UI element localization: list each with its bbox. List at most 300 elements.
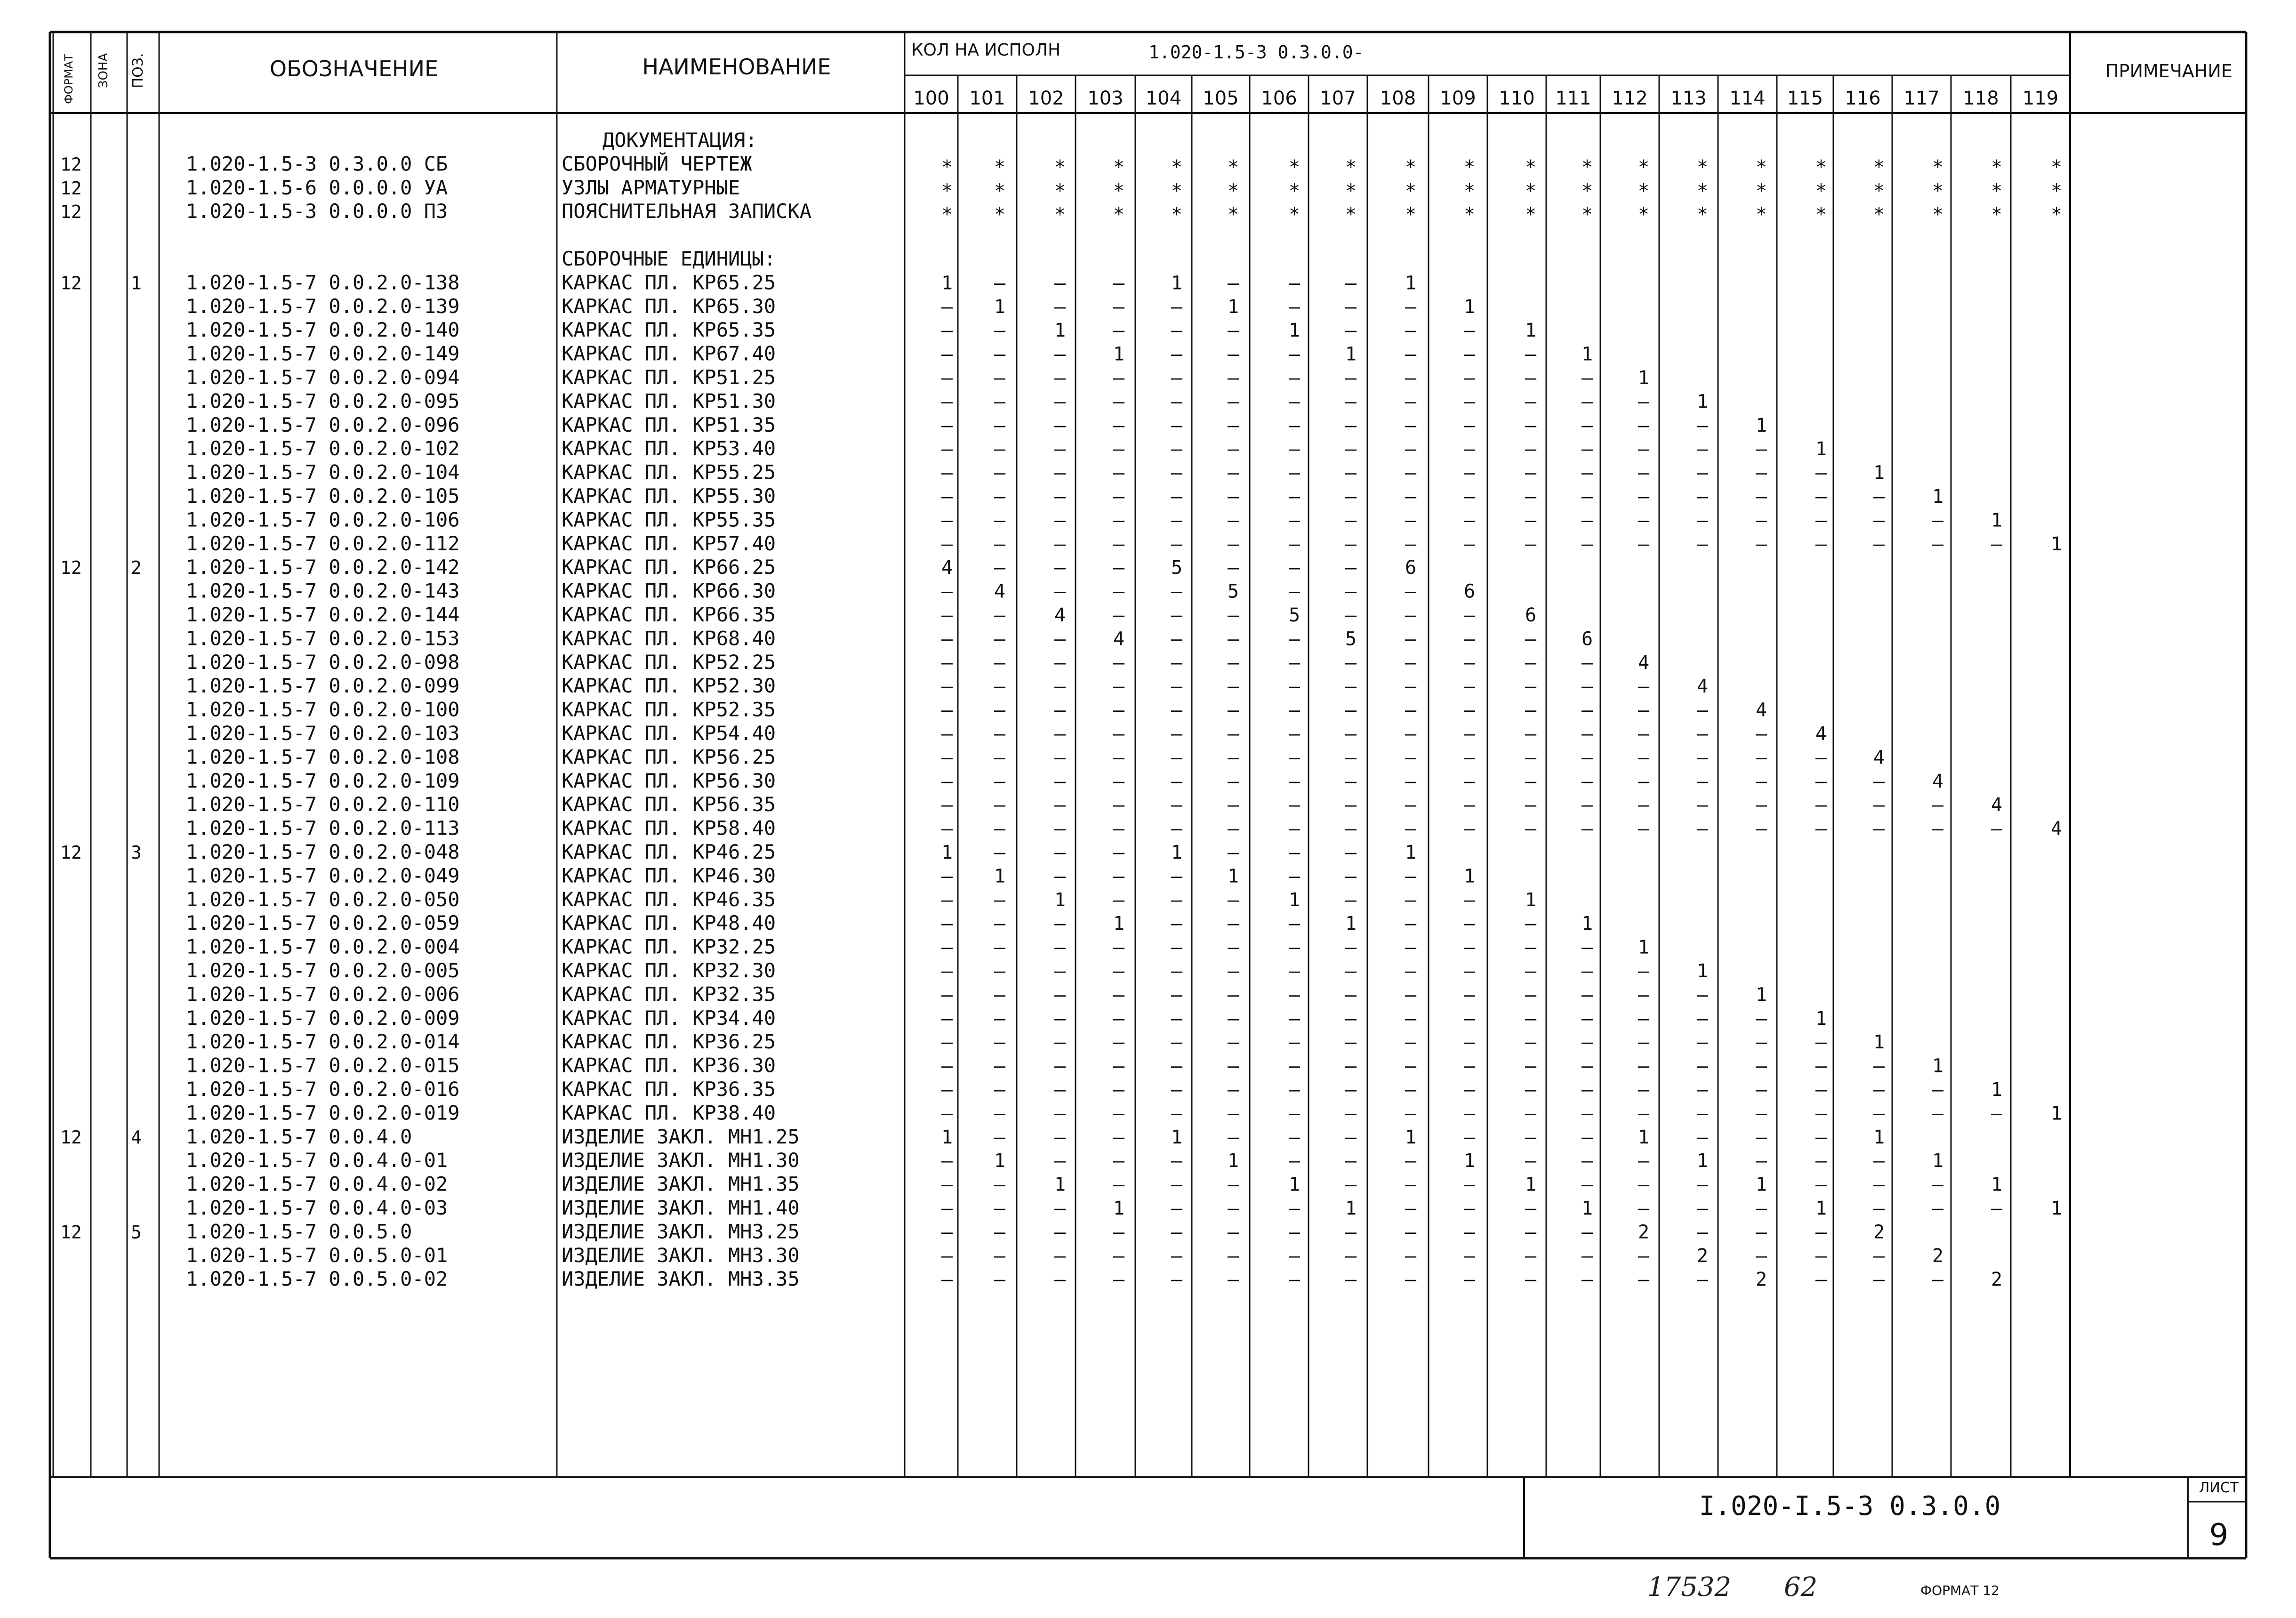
qty-cell: – [1228,1221,1239,1243]
qty-cell: – [1525,343,1537,365]
qty-cell: * [1991,156,2003,178]
qty-cell: – [1054,913,1066,935]
qty-cell: – [1405,414,1417,436]
qty-cell: – [1228,652,1239,674]
qty-cell: – [1228,936,1239,958]
qty-cell: – [1756,486,1767,507]
qty-cell: 1 [1697,1150,1709,1172]
qty-cell: – [1228,1103,1239,1125]
qty-cell: 6 [1582,628,1593,650]
name-cell: ИЗДЕЛИЕ ЗАКЛ. МН1.25 [562,1125,800,1148]
qty-cell: * [941,204,953,226]
format-label: ФОРМАТ 12 [1920,1583,1999,1598]
qty-cell: 1 [1525,320,1537,342]
qty-cell: – [1815,1174,1827,1196]
table-row [186,769,1943,792]
qty-cell: – [1289,391,1301,413]
table-row [186,982,1767,1006]
qty-cell: – [1756,462,1767,484]
qty-cell: 5 [1171,557,1183,579]
qty-cell: – [941,438,953,460]
format-header: ФОРМАТ [62,54,75,104]
table-row [60,152,2062,178]
qty-cell: – [1228,1055,1239,1077]
qty-cell: – [1054,1055,1066,1077]
qty-cell: – [1932,1079,1944,1101]
table-row [562,247,776,270]
qty-cell: 1 [1289,889,1301,911]
qty-cell: – [1171,628,1183,650]
qty-cell: – [1638,1103,1650,1125]
qty-cell: – [1697,1126,1709,1148]
qty-cell: 4 [1815,723,1827,745]
qty-cell: 1 [1638,936,1650,958]
qty-cell: * [1345,156,1357,178]
qty-cell: – [1525,391,1537,413]
qty-cell: – [1756,1007,1767,1030]
qty-cell: – [1289,1007,1301,1030]
qty-cell: – [1464,486,1476,507]
qty-label: КОЛ НА ИСПОЛН [911,40,1061,60]
table-row [186,888,1536,911]
qty-cell: – [1171,320,1183,342]
qty-cell: – [1345,794,1357,816]
qty-cell: – [1405,343,1417,365]
qty-cell: – [1815,509,1827,531]
position-cell: 1 [131,273,142,294]
table-row [60,176,2062,202]
table-row [186,651,1649,674]
qty-cell: – [1756,770,1767,792]
qty-cell: – [1991,818,2003,840]
qty-cell: – [1054,367,1066,389]
variant-header-107: 107 [1320,88,1356,109]
qty-cell: * [1405,180,1417,202]
qty-cell: – [1289,936,1301,958]
table-row [60,555,1416,579]
qty-cell: – [1873,1079,1885,1101]
qty-cell: – [1171,1245,1183,1267]
qty-cell: – [1697,1103,1709,1125]
qty-cell: – [1171,1079,1183,1101]
table-row [186,1173,2002,1196]
qty-cell: – [1228,1198,1239,1219]
qty-cell: – [1405,1245,1417,1267]
qty-cell: – [994,1126,1006,1148]
designation-cell: 1.020-1.5-7 0.0.2.0-004 [186,935,460,958]
table-row [186,793,2002,816]
qty-cell: – [1638,1079,1650,1101]
qty-cell: – [1464,818,1476,840]
qty-cell: – [1171,367,1183,389]
qty-cell: – [1113,1055,1125,1077]
designation-cell: 1.020-1.5-7 0.0.2.0-016 [186,1078,460,1101]
qty-cell: – [1171,913,1183,935]
qty-cell: – [994,272,1006,294]
qty-cell: – [1054,557,1066,579]
qty-cell: – [994,1221,1006,1243]
qty-cell: 4 [1113,628,1125,650]
qty-cell: 4 [1756,699,1767,721]
document-code: I.020-I.5-3 0.3.0.0 [1699,1491,2001,1521]
qty-cell: 1 [1345,913,1357,935]
name-cell: УЗЛЫ АРМАТУРНЫЕ [562,176,740,199]
qty-cell: – [941,1245,953,1267]
qty-cell: – [1638,1174,1650,1196]
qty-cell: – [1228,272,1239,294]
qty-cell: – [1756,794,1767,816]
qty-cell: – [1289,1150,1301,1172]
qty-cell: 1 [1991,509,2003,531]
designation-cell: 1.020-1.5-3 0.3.0.0 СБ [186,152,448,176]
qty-cell: – [1345,842,1357,863]
qty-cell: – [1405,1055,1417,1077]
qty-cell: – [1405,1103,1417,1125]
qty-cell: – [1638,486,1650,507]
qty-cell: – [1171,818,1183,840]
qty-cell: – [1228,1079,1239,1101]
qty-cell: – [941,889,953,911]
qty-cell: – [1582,367,1593,389]
designation-cell: 1.020-1.5-7 0.0.2.0-103 [186,722,460,745]
qty-cell: – [941,652,953,674]
designation-cell: 1.020-1.5-7 0.0.2.0-109 [186,769,460,792]
qty-cell: 1 [1525,1174,1537,1196]
qty-cell: – [994,533,1006,555]
qty-cell: – [1464,676,1476,698]
table-row [60,271,1416,294]
qty-cell: – [994,936,1006,958]
qty-cell: 1 [1405,272,1417,294]
qty-cell: – [1228,391,1239,413]
qty-cell: – [1582,676,1593,698]
qty-cell: * [1228,204,1239,226]
qty-cell: – [1405,1031,1417,1054]
sheet-label: ЛИСТ [2199,1480,2239,1496]
qty-cell: – [1171,960,1183,982]
qty-cell: * [994,156,1006,178]
qty-cell: * [1171,180,1183,202]
qty-cell: – [1113,652,1125,674]
qty-cell: – [1873,1269,1885,1291]
name-cell: СБОРОЧНЫЕ ЕДИНИЦЫ: [562,247,776,270]
qty-cell: * [1345,180,1357,202]
qty-cell: 1 [941,272,953,294]
qty-cell: – [1171,296,1183,318]
qty-cell: – [1873,1103,1885,1125]
qty-cell: – [1464,1221,1476,1243]
qty-cell: – [1345,296,1357,318]
qty-cell: – [1289,438,1301,460]
table-row [186,1267,2002,1290]
qty-cell: – [1171,1174,1183,1196]
qty-cell: – [1582,699,1593,721]
designation-cell: 1.020-1.5-7 0.0.2.0-113 [186,816,460,840]
variant-header-108: 108 [1380,88,1416,109]
qty-cell: – [1171,889,1183,911]
table-row [186,817,2062,840]
qty-cell: – [941,367,953,389]
qty-cell: * [1054,156,1066,178]
qty-cell: – [1345,1245,1357,1267]
qty-cell: 5 [1228,580,1239,603]
qty-cell: 2 [1697,1245,1709,1267]
qty-cell: * [1113,204,1125,226]
qty-cell: – [1525,652,1537,674]
qty-cell: * [1638,180,1650,202]
qty-cell: – [1932,533,1944,555]
qty-cell: – [1054,770,1066,792]
qty-cell: – [1697,1079,1709,1101]
qty-cell: – [1873,1055,1885,1077]
qty-cell: – [1289,486,1301,507]
qty-cell: – [1697,509,1709,531]
qty-cell: – [1815,1221,1827,1243]
qty-cell: – [1289,628,1301,650]
qty-cell: – [1756,818,1767,840]
name-cell: ИЗДЕЛИЕ ЗАКЛ. МН3.35 [562,1267,800,1291]
format-cell: 12 [60,201,82,223]
qty-cell: – [1171,865,1183,887]
name-cell: КАРКАС ПЛ. КР48.40 [562,911,776,935]
qty-cell: – [1345,1007,1357,1030]
qty-cell: – [1054,1221,1066,1243]
qty-cell: – [1638,747,1650,769]
qty-cell: 4 [1638,652,1650,674]
qty-cell: 4 [941,557,953,579]
qty-cell: – [1228,1126,1239,1148]
qty-cell: – [1697,1007,1709,1030]
designation-cell: 1.020-1.5-7 0.0.5.0 [186,1220,412,1243]
qty-cell: – [1464,747,1476,769]
qty-cell: – [1697,699,1709,721]
qty-cell: – [1638,509,1650,531]
qty-cell: – [941,676,953,698]
qty-cell: – [1405,936,1417,958]
qty-cell: * [1991,204,2003,226]
designation-cell: 1.020-1.5-7 0.0.2.0-005 [186,959,460,982]
qty-cell: – [994,438,1006,460]
qty-cell: – [1815,1245,1827,1267]
qty-cell: 1 [1228,865,1239,887]
designation-cell: 1.020-1.5-7 0.0.2.0-059 [186,911,460,935]
qty-cell: – [1345,367,1357,389]
designation-cell: 1.020-1.5-7 0.0.2.0-112 [186,531,460,555]
qty-cell: – [1171,723,1183,745]
qty-cell: – [1228,533,1239,555]
qty-cell: – [1582,438,1593,460]
qty-cell: – [941,794,953,816]
qty-cell: – [1345,533,1357,555]
name-cell: КАРКАС ПЛ. КР32.35 [562,982,776,1006]
name-cell: КАРКАС ПЛ. КР56.25 [562,745,776,769]
qty-cell: – [1697,747,1709,769]
qty-cell: – [1525,367,1537,389]
designation-cell: 1.020-1.5-7 0.0.5.0-02 [186,1267,448,1291]
qty-cell: – [1054,391,1066,413]
qty-cell: – [1405,391,1417,413]
qty-cell: – [1171,1031,1183,1054]
designation-cell: 1.020-1.5-7 0.0.2.0-019 [186,1101,460,1125]
qty-cell: – [1345,1079,1357,1101]
designation-cell: 1.020-1.5-7 0.0.2.0-048 [186,840,460,863]
qty-cell: – [1345,462,1357,484]
qty-cell: – [1171,438,1183,460]
qty-cell: – [1582,1079,1593,1101]
variant-header-102: 102 [1028,88,1064,109]
qty-cell: – [1756,1079,1767,1101]
qty-cell: – [1345,486,1357,507]
qty-cell: – [1756,1198,1767,1219]
qty-cell: 1 [1756,984,1767,1006]
name-cell: ИЗДЕЛИЕ ЗАКЛ. МН3.30 [562,1243,800,1267]
qty-cell: – [1113,296,1125,318]
qty-cell: – [1171,794,1183,816]
table-row [186,1030,1885,1053]
qty-cell: * [1932,156,1944,178]
qty-cell: – [941,1007,953,1030]
qty-cell: – [1345,320,1357,342]
qty-cell: – [1228,414,1239,436]
table-row [60,840,1416,863]
qty-cell: – [1525,1055,1537,1077]
qty-cell: – [1405,367,1417,389]
qty-cell: – [994,1198,1006,1219]
qty-cell: – [1525,533,1537,555]
qty-cell: – [1113,557,1125,579]
designation-cell: 1.020-1.5-7 0.0.2.0-139 [186,294,460,318]
qty-cell: – [1638,438,1650,460]
qty-cell: – [1171,533,1183,555]
qty-cell: – [1525,984,1537,1006]
qty-cell: – [1405,676,1417,698]
qty-cell: – [994,699,1006,721]
qty-cell: – [1289,960,1301,982]
designation-cell: 1.020-1.5-7 0.0.2.0-099 [186,674,460,698]
qty-cell: * [1289,180,1301,202]
qty-code: 1.020-1.5-3 0.3.0.0- [1148,42,1364,63]
qty-cell: – [1697,723,1709,745]
qty-cell: 6 [1525,604,1537,626]
qty-cell: – [1054,1269,1066,1291]
qty-cell: – [1464,1055,1476,1077]
qty-cell: 4 [994,580,1006,603]
qty-cell: – [1991,533,2003,555]
qty-cell: – [994,723,1006,745]
qty-cell: – [1756,723,1767,745]
name-cell: КАРКАС ПЛ. КР52.30 [562,674,776,698]
qty-cell: – [1464,1245,1476,1267]
qty-cell: – [1113,320,1125,342]
qty-cell: – [1582,486,1593,507]
qty-cell: – [1815,1055,1827,1077]
qty-cell: – [1228,889,1239,911]
designation-cell: 1.020-1.5-7 0.0.5.0-01 [186,1243,448,1267]
qty-cell: – [1113,1269,1125,1291]
qty-cell: – [1289,984,1301,1006]
qty-cell: – [941,1198,953,1219]
qty-cell: – [1345,865,1357,887]
qty-cell: – [1228,628,1239,650]
name-cell: КАРКАС ПЛ. КР32.25 [562,935,776,958]
name-cell: КАРКАС ПЛ. КР56.30 [562,769,776,792]
name-cell: КАРКАС ПЛ. КР34.40 [562,1006,776,1030]
qty-cell: 1 [1228,296,1239,318]
qty-cell: * [1405,156,1417,178]
qty-cell: 1 [1054,1174,1066,1196]
qty-cell: – [1289,296,1301,318]
variant-headers [913,88,2058,109]
qty-cell: * [1289,156,1301,178]
qty-cell: – [1873,486,1885,507]
qty-cell: – [1815,486,1827,507]
qty-cell: – [1932,818,1944,840]
qty-cell: – [994,794,1006,816]
name-cell: КАРКАС ПЛ. КР56.35 [562,793,776,816]
qty-cell: – [1345,1126,1357,1148]
designation-cell: 1.020-1.5-7 0.0.2.0-014 [186,1030,460,1054]
table-row [186,1006,1827,1030]
qty-cell: – [1228,699,1239,721]
qty-cell: * [1289,204,1301,226]
qty-cell: – [1289,509,1301,531]
qty-cell: – [1638,723,1650,745]
qty-cell: – [1171,1269,1183,1291]
qty-cell: – [1582,462,1593,484]
qty-cell: * [1991,180,2003,202]
qty-cell: – [994,1031,1006,1054]
qty-cell: – [1289,652,1301,674]
qty-cell: 1 [1873,1126,1885,1148]
qty-cell: * [994,180,1006,202]
qty-cell: – [1054,676,1066,698]
qty-cell: – [941,343,953,365]
qty-cell: – [1345,1031,1357,1054]
designation-cell: 1.020-1.5-7 0.0.4.0 [186,1125,412,1148]
qty-cell: * [1756,204,1767,226]
qty-cell: 1 [994,1150,1006,1172]
qty-cell: – [1405,984,1417,1006]
qty-cell: – [941,913,953,935]
qty-cell: – [1054,652,1066,674]
qty-cell: – [1873,1150,1885,1172]
qty-cell: * [1464,180,1476,202]
qty-cell: – [1113,604,1125,626]
designation-cell: 1.020-1.5-7 0.0.4.0-02 [186,1172,448,1196]
designation-cell: 1.020-1.5-7 0.0.2.0-108 [186,745,460,769]
qty-cell: – [1464,1007,1476,1030]
qty-cell: * [1638,204,1650,226]
name-cell: КАРКАС ПЛ. КР46.35 [562,887,776,911]
qty-cell: – [1171,984,1183,1006]
qty-cell: – [1054,1079,1066,1101]
qty-cell: – [1815,747,1827,769]
name-cell: КАРКАС ПЛ. КР51.30 [562,389,776,413]
table-row [186,603,1536,626]
qty-cell: 1 [1697,391,1709,413]
qty-cell: – [1932,1103,1944,1125]
qty-cell: – [1113,699,1125,721]
qty-cell: 1 [1991,1174,2003,1196]
qty-cell: 1 [1113,913,1125,935]
table-row [186,484,1943,507]
variant-header-117: 117 [1903,88,1940,109]
qty-cell: – [1113,509,1125,531]
designation-cell: 1.020-1.5-7 0.0.2.0-015 [186,1054,460,1077]
qty-cell: 1 [941,842,953,863]
qty-cell: – [1228,1269,1239,1291]
qty-cell: – [1289,1126,1301,1148]
